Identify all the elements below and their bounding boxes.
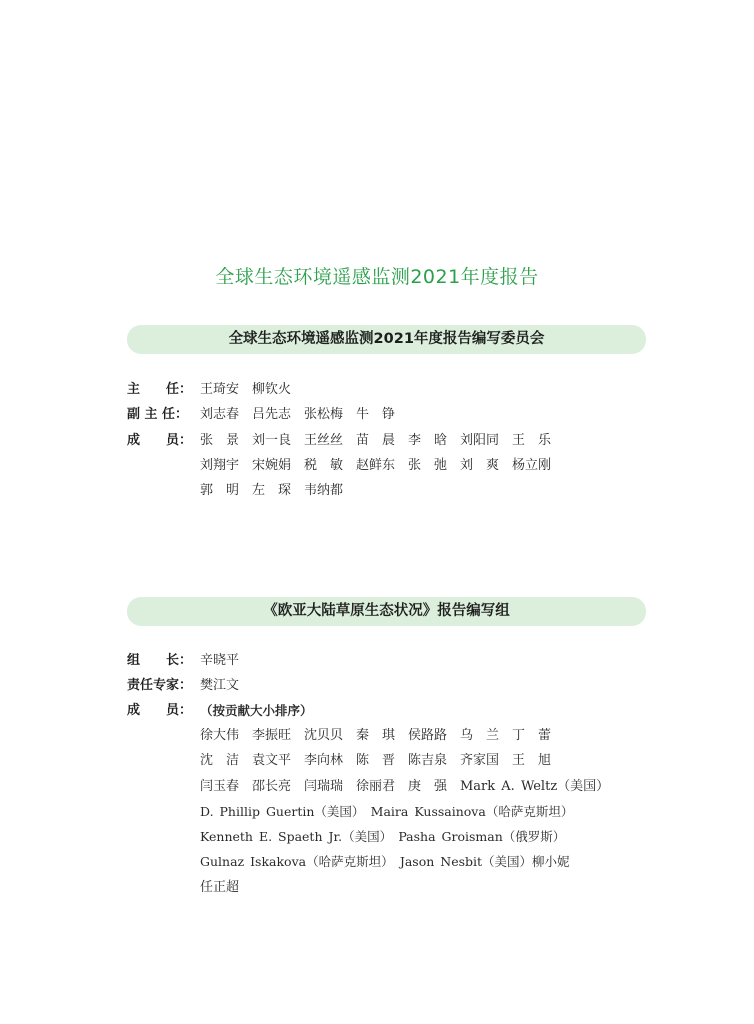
row-names: 樊江文	[200, 678, 240, 693]
committee-row-members	[127, 431, 552, 451]
row-names-note: （按贡献大小排序）	[200, 703, 313, 718]
row-names: 刘志春 吕先志 张松梅 牛 铮	[200, 407, 396, 422]
group-row-leader	[127, 651, 240, 671]
row-label: 副 主 任：	[127, 407, 189, 422]
row-names: 张 景 刘一良 王丝丝 苗 晨 李 晗 刘阳同 王 乐	[200, 433, 552, 448]
writing-group-heading-banner: 《欧亚大陆草原生态状况》报告编写组	[127, 597, 646, 626]
group-members-line-3: 闫玉春 邵长亮 闫瑞瑞 徐丽君 庚 强 Mark A. Weltz（美国）	[200, 779, 610, 794]
row-label: 责任专家：	[127, 678, 193, 693]
row-label: 成 员：	[127, 703, 193, 718]
group-members-line-4: D. Phillip Guertin（美国） Maira Kussainova（哈萨克斯坦）	[200, 804, 574, 819]
row-label: 组 长：	[127, 653, 193, 668]
row-label: 主 任：	[127, 382, 193, 397]
group-row-responsible-expert	[127, 676, 240, 696]
row-names: 王琦安 柳钦火	[200, 382, 292, 397]
committee-members-line-3: 郭 明 左 琛 韦纳都	[200, 483, 344, 498]
report-title: 全球生态环境遥感监测2021年度报告	[215, 266, 539, 288]
group-members-line-1: 徐大伟 李振旺 沈贝贝 秦 琪 侯路路 乌 兰 丁 蕾	[200, 728, 552, 743]
committee-row-deputy-director	[127, 405, 396, 425]
row-label: 成 员：	[127, 433, 193, 448]
committee-row-director	[127, 380, 292, 400]
committee-heading-banner: 全球生态环境遥感监测2021年度报告编写委员会	[127, 325, 646, 354]
row-names: 辛晓平	[200, 653, 240, 668]
group-members-line-6: Gulnaz Iskakova（哈萨克斯坦） Jason Nesbit（美国）柳小妮	[200, 854, 570, 869]
group-members-line-7: 任正超	[200, 880, 240, 895]
group-row-members	[127, 701, 313, 721]
group-members-line-5: Kenneth E. Spaeth Jr.（美国） Pasha Groisman（俄罗斯）	[200, 829, 566, 844]
committee-members-line-2: 刘翔宇 宋婉娟 税 敏 赵鲜东 张 弛 刘 爽 杨立刚	[200, 458, 552, 473]
group-members-line-2: 沈 洁 袁文平 李向林 陈 晋 陈吉泉 齐家国 王 旭	[200, 753, 552, 768]
